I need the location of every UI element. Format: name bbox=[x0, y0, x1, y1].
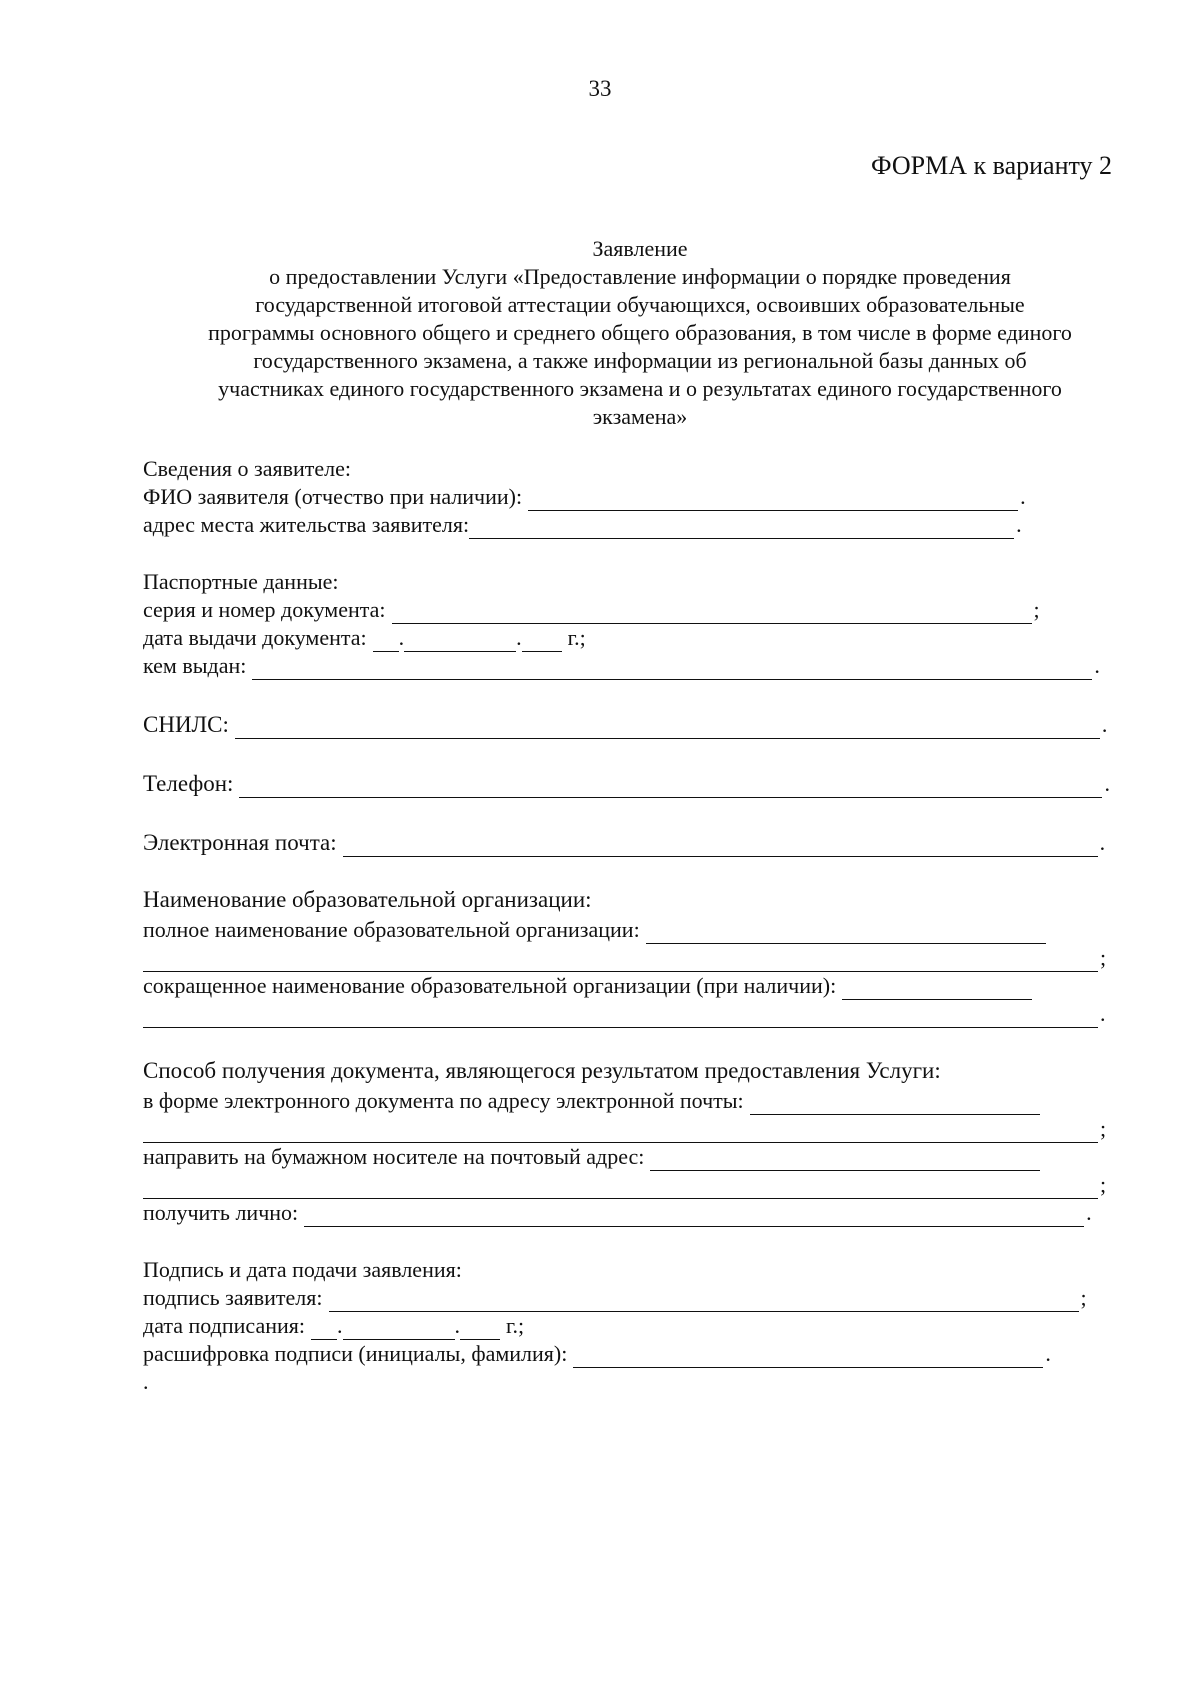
delivery-electronic-row-2 bbox=[143, 1115, 1123, 1143]
signature-field[interactable] bbox=[329, 1289, 1079, 1312]
org-full-name-end-punct: ; bbox=[1100, 945, 1107, 970]
address-row bbox=[143, 511, 1123, 539]
title-line-5: участниках единого государственного экзамена и о результатах единого государственного bbox=[218, 376, 1062, 401]
snils-end-punct: . bbox=[1101, 712, 1108, 737]
signing-date-row bbox=[143, 1312, 1123, 1340]
signature-row bbox=[143, 1284, 1123, 1312]
passport-issue-date-row bbox=[143, 624, 1123, 652]
fio-field[interactable] bbox=[528, 488, 1018, 511]
org-full-name-field[interactable] bbox=[646, 921, 1046, 944]
passport-heading: Паспортные данные: bbox=[143, 569, 339, 594]
delivery-paper-row-2 bbox=[143, 1171, 1123, 1199]
delivery-electronic-row bbox=[143, 1087, 1123, 1115]
email-end-punct: . bbox=[1099, 830, 1106, 855]
title-line-6: экзамена» bbox=[592, 404, 688, 429]
signing-date-sep-1: . bbox=[337, 1313, 343, 1338]
address-end-punct: . bbox=[1016, 512, 1022, 537]
org-short-name-field[interactable] bbox=[842, 977, 1032, 1000]
snils-field[interactable] bbox=[235, 716, 1100, 739]
title-heading: Заявление bbox=[592, 236, 688, 261]
delivery-electronic-field[interactable] bbox=[750, 1092, 1040, 1115]
passport-series-row bbox=[143, 596, 1123, 624]
delivery-paper-label: направить на бумажном носителе на почтовый адрес: bbox=[143, 1144, 645, 1169]
signature-decoding-label: расшифровка подписи (инициалы, фамилия): bbox=[143, 1341, 568, 1366]
applicant-heading: Сведения о заявителе: bbox=[143, 456, 352, 481]
org-short-name-row-2 bbox=[143, 1000, 1123, 1028]
delivery-personal-label: получить лично: bbox=[143, 1200, 299, 1225]
signing-date-label: дата подписания: bbox=[143, 1313, 305, 1338]
passport-series-label: серия и номер документа: bbox=[143, 597, 386, 622]
delivery-paper-row bbox=[143, 1143, 1123, 1171]
passport-issue-date-label: дата выдачи документа: bbox=[143, 625, 367, 650]
snils-row bbox=[143, 709, 1123, 739]
passport-issued-by-row bbox=[143, 652, 1123, 680]
delivery-electronic-field-2[interactable] bbox=[143, 1120, 1098, 1143]
signature-decoding-row bbox=[143, 1340, 1123, 1368]
org-short-name-field-2[interactable] bbox=[143, 1005, 1098, 1028]
passport-series-end-punct: ; bbox=[1033, 597, 1040, 622]
passport-issue-month-field[interactable] bbox=[404, 629, 516, 652]
address-field[interactable] bbox=[469, 516, 1014, 539]
delivery-electronic-end-punct: ; bbox=[1100, 1116, 1107, 1141]
signing-date-sep-2: . bbox=[454, 1313, 460, 1338]
title-line-1: о предоставлении Услуги «Предоставление информации о порядке проведения bbox=[269, 264, 1011, 289]
document-title bbox=[150, 235, 1130, 431]
signature-decoding-end-punct: . bbox=[1045, 1341, 1051, 1366]
delivery-heading: Способ получения документа, являющегося результатом предоставления Услуги: bbox=[143, 1058, 941, 1083]
trailing-dot: . bbox=[143, 1369, 149, 1394]
title-line-3: программы основного общего и среднего общего образования, в том числе в форме единого bbox=[208, 320, 1072, 345]
signature-heading: Подпись и дата подачи заявления: bbox=[143, 1257, 462, 1282]
org-full-name-label: полное наименование образовательной организации: bbox=[143, 917, 640, 942]
org-short-name-row bbox=[143, 972, 1123, 1000]
form-variant-label: ФОРМА к варианту 2 bbox=[871, 151, 1112, 180]
org-short-name-end-punct: . bbox=[1100, 1001, 1106, 1026]
fio-end-punct: . bbox=[1020, 484, 1026, 509]
phone-label: Телефон: bbox=[143, 771, 234, 796]
email-label: Электронная почта: bbox=[143, 830, 337, 855]
passport-date-sep-1: . bbox=[398, 625, 405, 650]
signing-year-field[interactable] bbox=[460, 1317, 500, 1340]
email-row bbox=[143, 827, 1123, 857]
signing-year-suffix: г.; bbox=[506, 1313, 525, 1338]
delivery-personal-end-punct: . bbox=[1086, 1200, 1092, 1225]
org-short-name-label: сокращенное наименование образовательной организации (при наличии): bbox=[143, 973, 837, 998]
address-label: адрес места жительства заявителя: bbox=[143, 512, 470, 537]
organization-heading: Наименование образовательной организации: bbox=[143, 887, 592, 912]
signing-month-field[interactable] bbox=[343, 1317, 455, 1340]
delivery-paper-field[interactable] bbox=[650, 1148, 1040, 1171]
signature-decoding-field[interactable] bbox=[573, 1345, 1043, 1368]
delivery-paper-field-2[interactable] bbox=[143, 1176, 1098, 1199]
passport-date-sep-2: . bbox=[516, 625, 522, 650]
title-line-4: государственного экзамена, а также информации из региональной базы данных об bbox=[253, 348, 1027, 373]
title-line-2: государственной итоговой аттестации обучающихся, освоивших образовательные bbox=[255, 292, 1025, 317]
org-full-name-field-2[interactable] bbox=[143, 949, 1098, 972]
form-body bbox=[143, 455, 1123, 1396]
fio-row bbox=[143, 483, 1123, 511]
passport-issue-day-field[interactable] bbox=[373, 629, 399, 652]
phone-end-punct: . bbox=[1104, 771, 1110, 796]
snils-label: СНИЛС: bbox=[143, 712, 229, 737]
delivery-paper-end-punct: ; bbox=[1100, 1172, 1107, 1197]
passport-issue-year-field[interactable] bbox=[522, 629, 562, 652]
org-full-name-row-2 bbox=[143, 944, 1123, 972]
signing-day-field[interactable] bbox=[311, 1317, 337, 1340]
passport-year-suffix: г.; bbox=[567, 625, 586, 650]
passport-issued-by-field[interactable] bbox=[252, 657, 1092, 680]
passport-issued-by-end-punct: . bbox=[1094, 653, 1100, 678]
page-number: 33 bbox=[588, 76, 612, 101]
passport-issued-by-label: кем выдан: bbox=[143, 653, 247, 678]
phone-field[interactable] bbox=[239, 775, 1102, 798]
signature-end-punct: ; bbox=[1080, 1285, 1087, 1310]
signature-label: подпись заявителя: bbox=[143, 1285, 323, 1310]
fio-label: ФИО заявителя (отчество при наличии): bbox=[143, 484, 523, 509]
org-full-name-row bbox=[143, 916, 1123, 944]
passport-series-field[interactable] bbox=[392, 601, 1032, 624]
delivery-electronic-label: в форме электронного документа по адресу электронной почты: bbox=[143, 1088, 744, 1113]
delivery-personal-row bbox=[143, 1199, 1123, 1227]
delivery-personal-field[interactable] bbox=[304, 1204, 1084, 1227]
phone-row bbox=[143, 768, 1123, 798]
email-field[interactable] bbox=[343, 834, 1098, 857]
